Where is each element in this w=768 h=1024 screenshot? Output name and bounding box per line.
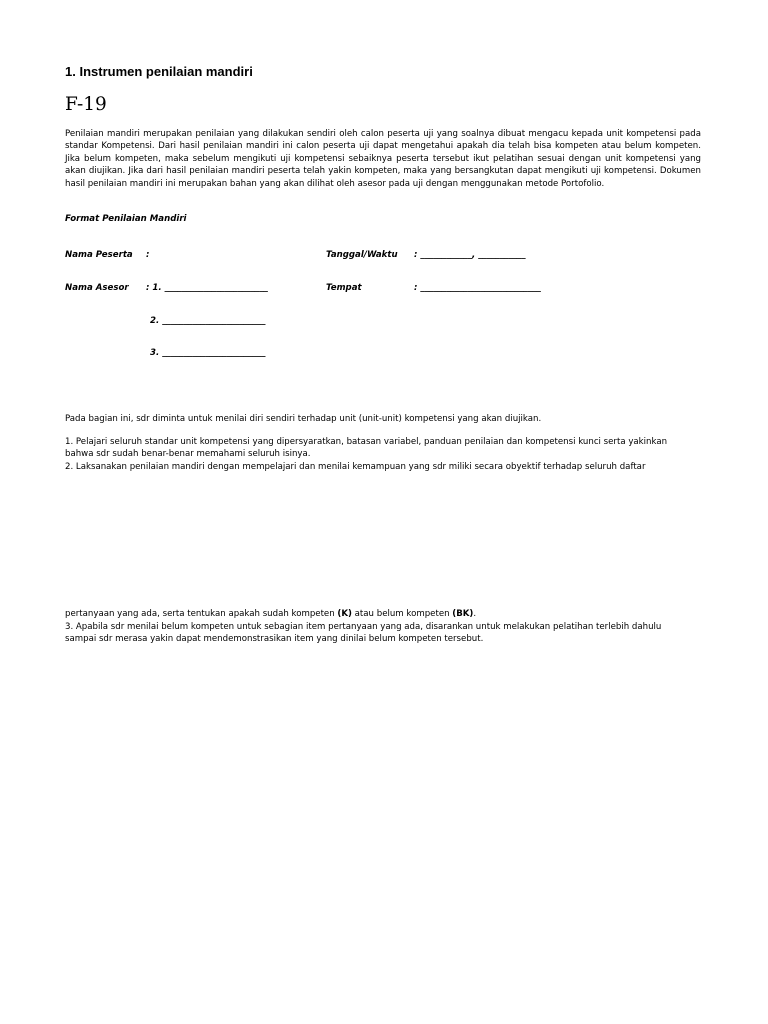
instruction-step-1: 1. Pelajari seluruh standar unit kompetensi yang dipersyaratkan, batasan variabel, panduan penilaian dan kompetensi kunci serta yakinkan bahwa sdr sudah benar-benar memahami seluruh isinya. [65, 437, 668, 459]
instruction-step-2-part-2 [65, 608, 476, 620]
instruction-step-2-part-1: 2. Laksanakan penilaian mandiri dengan mempelajari dan menilai kemampuan yang sdr miliki secara obyektif terhadap seluruh daftar [65, 462, 646, 472]
asesor-3-field: 3. ________________________ [150, 348, 266, 358]
asesor-2-field: 2. ________________________ [150, 316, 266, 326]
tempat-field: : ____________________________ [414, 283, 541, 293]
instructions-intro: Pada bagian ini, sdr diminta untuk menilai diri sendiri terhadap unit (unit-unit) kompetensi yang akan diujikan. [65, 414, 542, 424]
step-2-text: pertanyaan yang ada, serta tentukan apakah sudah kompeten [65, 609, 338, 619]
section-heading: 1. Instrumen penilaian mandiri [65, 64, 253, 79]
nama-peserta-field: : [146, 250, 150, 260]
instruction-step-3: 3. Apabila sdr menilai belum kompeten untuk sebagian item pertanyaan yang ada, disarankan untuk melakukan pelatihan terlebih dahulu sampai sdr merasa yakin dapat mendemonstrasikan item yang dinilai belum kompeten tersebut. [65, 622, 662, 644]
intro-paragraph: Penilaian mandiri merupakan penilaian yang dilakukan sendiri oleh calon peserta uji yang soalnya dibuat mengacu kepada unit kompetensi pada standar Kompetensi. Dari hasil penilaian mandiri ini calon peserta uji dapat mengetahui apakah dia telah bisa kompeten atau belum kompeten. Jika belum kompeten, maka sebelum mengikuti uji kompetensi sebaiknya peserta tersebut ikut pelatihan sesuai dengan unit kompetensi yang akan diujikan. Jika dari hasil penilaian mandiri peserta telah yakin kompeten, maka yang bersangkutan dapat mengikuti uji kompetensi. Dokumen hasil penilaian mandiri ini merupakan bahan yang akan dilihat oleh asesor pada uji dengan menggunakan metode Portofolio. [65, 129, 701, 189]
tanggal-waktu-field: : ____________, ___________ [414, 250, 526, 260]
nama-asesor-label: Nama Asesor [65, 283, 129, 293]
asesor-1-field: : 1. ________________________ [146, 283, 268, 293]
kompeten-code: (K) [337, 609, 352, 619]
tempat-label: Tempat [326, 283, 362, 293]
step-2-end: . [473, 609, 477, 619]
nama-peserta-label: Nama Peserta [65, 250, 133, 260]
form-code: F-19 [65, 94, 107, 115]
step-2-mid-text: atau belum kompeten [351, 609, 453, 619]
belum-kompeten-code: (BK) [452, 609, 474, 619]
format-title: Format Penilaian Mandiri [65, 214, 187, 224]
tanggal-waktu-label: Tanggal/Waktu [326, 250, 398, 260]
